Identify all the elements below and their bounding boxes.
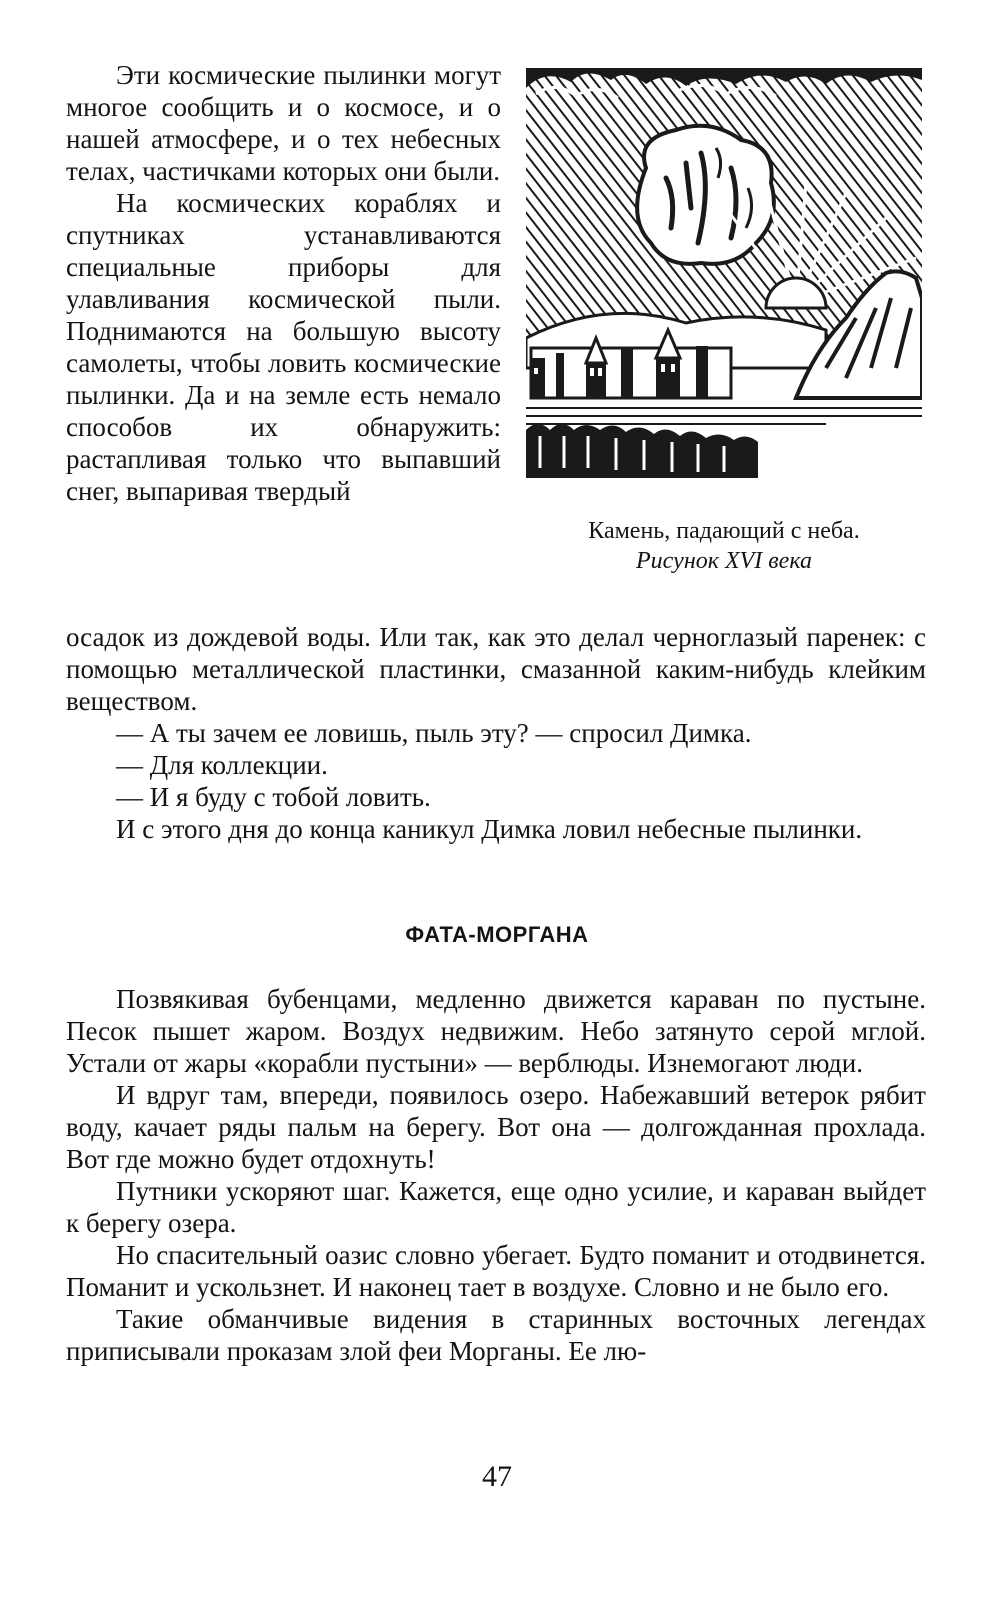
paragraph-1: Эти космические пылинки могут многое сообщить и о космосе, и о нашей атмосфере, и о тех небесных телах, частичками которых они были. [66, 60, 501, 186]
paragraph-3: И с этого дня до конца каникул Димка ловил небесные пылинки. [116, 814, 863, 844]
section-paragraph-5: Такие обманчивые видения в старинных восточных легендах приписывали проказам злой феи Морганы. Ее лю- [66, 1304, 926, 1366]
dialogue-line-1: — А ты зачем ее ловишь, пыль эту? — спросил Димка. [116, 718, 752, 748]
paragraph-2-start: На космических кораблях и спутниках устанавливаются специальные приборы для улавливания космической пыли. Поднимаются на большую высоту самолеты, чтобы ловить космические пылинки. Да и на земле есть немало способов их обнаружить: растапливая только что выпавший снег, выпаривая твердый [66, 188, 501, 506]
figure-caption-source: Рисунок XVI века [636, 548, 812, 574]
figure-caption-title: Камень, падающий с неба. [588, 518, 860, 544]
dialogue-line-3: — И я буду с тобой ловить. [116, 782, 431, 812]
section-paragraph-1: Позвякивая бубенцами, медленно движется караван по пустыне. Песок пышет жаром. Воздух недвижим. Небо затянуто серой мглой. Устали от жары «корабли пустыни» — верблюды. Изнемогают люди. [66, 984, 926, 1078]
section-paragraph-3: Путники ускоряют шаг. Кажется, еще одно усилие, и караван выйдет к берегу озера. [66, 1176, 926, 1238]
body-text [66, 621, 926, 845]
dialogue-line-2: — Для коллекции. [116, 750, 328, 780]
section-paragraph-2: И вдруг там, впереди, появилось озеро. Набежавший ветерок рябит воду, качает ряды пальм на берегу. Вот она — долгожданная прохлада. Вот где можно будет отдохнуть! [66, 1080, 926, 1174]
section-heading: ФАТА-МОРГАНА [405, 922, 589, 947]
section-paragraph-4: Но спасительный оазис словно убегает. Будто поманит и отодвинется. Поманит и ускользнет. И наконец тает в воздухе. Словно и не было его. [66, 1240, 926, 1302]
section-body [66, 983, 926, 1367]
figure-caption [526, 516, 922, 576]
page-number: 47 [482, 1460, 512, 1493]
column-text [66, 59, 501, 507]
paragraph-2-end: осадок из дождевой воды. Или так, как это делал черноглазый паренек: с помощью металлической пластинки, смазанной каким-нибудь клейким веществом. [66, 622, 926, 716]
falling-stone-illustration [526, 68, 922, 478]
